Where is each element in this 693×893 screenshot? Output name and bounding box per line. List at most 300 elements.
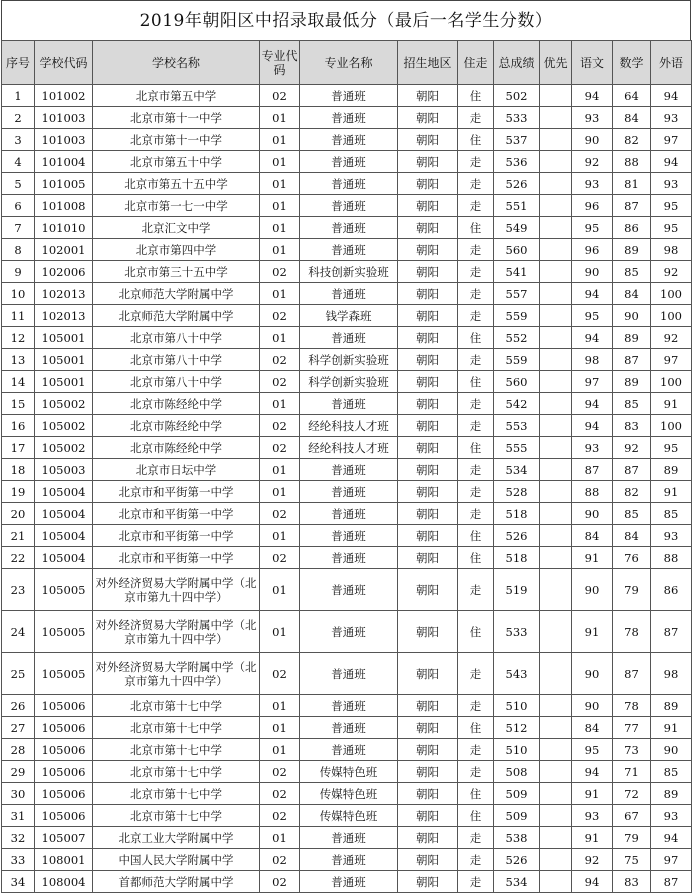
cell-total: 509 <box>494 805 540 827</box>
cell-chinese: 94 <box>572 761 613 783</box>
cell-major: 普通班 <box>300 481 398 503</box>
cell-chinese: 94 <box>572 415 613 437</box>
cell-region: 朝阳 <box>398 415 458 437</box>
cell-stay: 走 <box>458 827 494 849</box>
cell-stay: 走 <box>458 739 494 761</box>
cell-chinese: 92 <box>572 849 613 871</box>
cell-school: 北京市日坛中学 <box>93 459 260 481</box>
cell-school: 北京师范大学附属中学 <box>93 305 260 327</box>
cell-major-code: 02 <box>260 261 300 283</box>
cell-stay: 住 <box>458 783 494 805</box>
cell-major: 普通班 <box>300 283 398 305</box>
cell-major-code: 01 <box>260 695 300 717</box>
cell-priority <box>540 547 572 569</box>
cell-code: 105001 <box>35 371 93 393</box>
cell-total: 541 <box>494 261 540 283</box>
cell-code: 105004 <box>35 503 93 525</box>
cell-code: 105006 <box>35 739 93 761</box>
cell-english: 93 <box>651 173 692 195</box>
cell-total: 510 <box>494 739 540 761</box>
cell-seq: 24 <box>2 611 35 653</box>
cell-english: 93 <box>651 107 692 129</box>
cell-math: 82 <box>613 481 651 503</box>
cell-chinese: 91 <box>572 783 613 805</box>
cell-code: 105001 <box>35 327 93 349</box>
cell-priority <box>540 761 572 783</box>
cell-total: 526 <box>494 525 540 547</box>
table-row <box>2 239 692 261</box>
cell-major: 普通班 <box>300 717 398 739</box>
cell-major: 科学创新实验班 <box>300 371 398 393</box>
cell-major-code: 02 <box>260 85 300 107</box>
cell-code: 105002 <box>35 437 93 459</box>
cell-region: 朝阳 <box>398 239 458 261</box>
cell-chinese: 90 <box>572 695 613 717</box>
table-row <box>2 129 692 151</box>
cell-code: 105007 <box>35 827 93 849</box>
cell-code: 101010 <box>35 217 93 239</box>
cell-priority <box>540 129 572 151</box>
cell-major: 普通班 <box>300 739 398 761</box>
cell-stay: 走 <box>458 305 494 327</box>
table-row <box>2 547 692 569</box>
cell-total: 533 <box>494 611 540 653</box>
table-row <box>2 305 692 327</box>
cell-region: 朝阳 <box>398 129 458 151</box>
cell-school: 北京市第十七中学 <box>93 695 260 717</box>
cell-code: 105005 <box>35 569 93 611</box>
cell-english: 100 <box>651 283 692 305</box>
cell-major-code: 01 <box>260 107 300 129</box>
cell-region: 朝阳 <box>398 437 458 459</box>
cell-seq: 28 <box>2 739 35 761</box>
cell-major-code: 02 <box>260 653 300 695</box>
cell-total: 542 <box>494 393 540 415</box>
cell-total: 551 <box>494 195 540 217</box>
cell-math: 87 <box>613 653 651 695</box>
cell-school: 北京市和平街第一中学 <box>93 481 260 503</box>
cell-seq: 31 <box>2 805 35 827</box>
cell-school: 北京市和平街第一中学 <box>93 547 260 569</box>
cell-seq: 13 <box>2 349 35 371</box>
table-row <box>2 217 692 239</box>
cell-total: 526 <box>494 849 540 871</box>
cell-region: 朝阳 <box>398 739 458 761</box>
cell-region: 朝阳 <box>398 305 458 327</box>
cell-school: 北京市第三十五中学 <box>93 261 260 283</box>
cell-priority <box>540 827 572 849</box>
table-row <box>2 85 692 107</box>
cell-chinese: 91 <box>572 547 613 569</box>
cell-english: 92 <box>651 261 692 283</box>
cell-school: 北京市第十一中学 <box>93 129 260 151</box>
cell-english: 89 <box>651 459 692 481</box>
cell-chinese: 90 <box>572 129 613 151</box>
cell-chinese: 93 <box>572 173 613 195</box>
cell-math: 87 <box>613 459 651 481</box>
cell-priority <box>540 173 572 195</box>
cell-priority <box>540 327 572 349</box>
cell-stay: 走 <box>458 107 494 129</box>
cell-math: 86 <box>613 217 651 239</box>
cell-total: 518 <box>494 503 540 525</box>
cell-priority <box>540 695 572 717</box>
cell-seq: 12 <box>2 327 35 349</box>
cell-major-code: 02 <box>260 805 300 827</box>
cell-math: 72 <box>613 783 651 805</box>
cell-stay: 走 <box>458 503 494 525</box>
cell-code: 105004 <box>35 525 93 547</box>
cell-english: 85 <box>651 503 692 525</box>
cell-region: 朝阳 <box>398 503 458 525</box>
cell-region: 朝阳 <box>398 611 458 653</box>
cell-english: 95 <box>651 217 692 239</box>
cell-code: 102013 <box>35 283 93 305</box>
header-stay: 住走 <box>458 41 494 85</box>
cell-region: 朝阳 <box>398 871 458 893</box>
cell-math: 84 <box>613 107 651 129</box>
cell-total: 512 <box>494 717 540 739</box>
cell-school: 北京市第十七中学 <box>93 739 260 761</box>
cell-stay: 走 <box>458 871 494 893</box>
cell-chinese: 93 <box>572 107 613 129</box>
cell-math: 90 <box>613 305 651 327</box>
table-row <box>2 371 692 393</box>
cell-major-code: 02 <box>260 547 300 569</box>
header-priority: 优先 <box>540 41 572 85</box>
cell-english: 89 <box>651 783 692 805</box>
cell-stay: 住 <box>458 805 494 827</box>
cell-chinese: 91 <box>572 827 613 849</box>
cell-code: 105006 <box>35 761 93 783</box>
cell-major-code: 01 <box>260 239 300 261</box>
cell-seq: 21 <box>2 525 35 547</box>
cell-major: 普通班 <box>300 695 398 717</box>
cell-seq: 29 <box>2 761 35 783</box>
cell-priority <box>540 371 572 393</box>
table-row <box>2 503 692 525</box>
cell-priority <box>540 783 572 805</box>
cell-seq: 11 <box>2 305 35 327</box>
cell-major: 普通班 <box>300 871 398 893</box>
cell-chinese: 96 <box>572 239 613 261</box>
table-row <box>2 283 692 305</box>
header-row <box>2 41 692 85</box>
cell-major-code: 02 <box>260 871 300 893</box>
cell-region: 朝阳 <box>398 85 458 107</box>
cell-major: 普通班 <box>300 195 398 217</box>
cell-stay: 走 <box>458 349 494 371</box>
cell-region: 朝阳 <box>398 195 458 217</box>
table-row <box>2 739 692 761</box>
cell-school: 北京市第十七中学 <box>93 761 260 783</box>
cell-math: 88 <box>613 151 651 173</box>
cell-code: 105002 <box>35 393 93 415</box>
cell-major-code: 01 <box>260 739 300 761</box>
cell-english: 97 <box>651 129 692 151</box>
cell-seq: 1 <box>2 85 35 107</box>
cell-code: 108001 <box>35 849 93 871</box>
cell-priority <box>540 261 572 283</box>
cell-chinese: 90 <box>572 653 613 695</box>
cell-priority <box>540 107 572 129</box>
cell-school: 北京市第十七中学 <box>93 783 260 805</box>
cell-math: 71 <box>613 761 651 783</box>
cell-code: 105005 <box>35 611 93 653</box>
cell-total: 519 <box>494 569 540 611</box>
table-row <box>2 805 692 827</box>
header-english: 外语 <box>651 41 692 85</box>
cell-major-code: 02 <box>260 305 300 327</box>
cell-priority <box>540 503 572 525</box>
cell-school: 北京市第八十中学 <box>93 349 260 371</box>
cell-math: 85 <box>613 261 651 283</box>
cell-chinese: 95 <box>572 217 613 239</box>
cell-math: 89 <box>613 239 651 261</box>
cell-english: 85 <box>651 761 692 783</box>
table-row <box>2 173 692 195</box>
cell-seq: 18 <box>2 459 35 481</box>
cell-math: 87 <box>613 349 651 371</box>
cell-major: 普通班 <box>300 503 398 525</box>
cell-seq: 23 <box>2 569 35 611</box>
cell-seq: 8 <box>2 239 35 261</box>
cell-seq: 17 <box>2 437 35 459</box>
cell-chinese: 96 <box>572 195 613 217</box>
cell-seq: 14 <box>2 371 35 393</box>
cell-total: 555 <box>494 437 540 459</box>
table-title: 2019年朝阳区中招录取最低分（最后一名学生分数） <box>1 0 691 40</box>
cell-school: 北京市第八十中学 <box>93 371 260 393</box>
cell-total: 559 <box>494 349 540 371</box>
cell-region: 朝阳 <box>398 653 458 695</box>
cell-code: 108004 <box>35 871 93 893</box>
cell-major-code: 01 <box>260 217 300 239</box>
cell-school: 北京市陈经纶中学 <box>93 437 260 459</box>
cell-math: 85 <box>613 503 651 525</box>
cell-english: 95 <box>651 437 692 459</box>
cell-region: 朝阳 <box>398 459 458 481</box>
cell-total: 518 <box>494 547 540 569</box>
cell-major: 普通班 <box>300 85 398 107</box>
cell-priority <box>540 239 572 261</box>
cell-stay: 走 <box>458 569 494 611</box>
cell-major: 普通班 <box>300 327 398 349</box>
cell-major: 传媒特色班 <box>300 783 398 805</box>
cell-code: 105003 <box>35 459 93 481</box>
cell-region: 朝阳 <box>398 349 458 371</box>
cell-school: 北京市陈经纶中学 <box>93 393 260 415</box>
cell-school: 首都师范大学附属中学 <box>93 871 260 893</box>
cell-code: 102001 <box>35 239 93 261</box>
cell-region: 朝阳 <box>398 827 458 849</box>
cell-code: 105006 <box>35 695 93 717</box>
cell-total: 534 <box>494 871 540 893</box>
cell-chinese: 94 <box>572 85 613 107</box>
table-row <box>2 783 692 805</box>
table-row <box>2 717 692 739</box>
cell-total: 508 <box>494 761 540 783</box>
header-total: 总成绩 <box>494 41 540 85</box>
cell-region: 朝阳 <box>398 547 458 569</box>
cell-major: 传媒特色班 <box>300 805 398 827</box>
cell-math: 76 <box>613 547 651 569</box>
table-row <box>2 195 692 217</box>
cell-math: 82 <box>613 129 651 151</box>
cell-chinese: 94 <box>572 283 613 305</box>
cell-major-code: 01 <box>260 393 300 415</box>
cell-chinese: 87 <box>572 459 613 481</box>
cell-stay: 住 <box>458 217 494 239</box>
cell-chinese: 97 <box>572 371 613 393</box>
cell-major-code: 02 <box>260 371 300 393</box>
cell-stay: 走 <box>458 151 494 173</box>
table-row <box>2 827 692 849</box>
cell-major-code: 02 <box>260 503 300 525</box>
table-row <box>2 695 692 717</box>
cell-total: 526 <box>494 173 540 195</box>
cell-math: 81 <box>613 173 651 195</box>
cell-stay: 走 <box>458 695 494 717</box>
cell-school: 北京市第五十五中学 <box>93 173 260 195</box>
cell-major-code: 02 <box>260 349 300 371</box>
cell-chinese: 95 <box>572 305 613 327</box>
cell-school: 北京市和平街第一中学 <box>93 525 260 547</box>
cell-major-code: 01 <box>260 195 300 217</box>
cell-chinese: 88 <box>572 481 613 503</box>
cell-region: 朝阳 <box>398 481 458 503</box>
cell-region: 朝阳 <box>398 805 458 827</box>
cell-code: 102013 <box>35 305 93 327</box>
cell-math: 64 <box>613 85 651 107</box>
table-row <box>2 349 692 371</box>
cell-major: 钱学森班 <box>300 305 398 327</box>
cell-priority <box>540 849 572 871</box>
cell-major-code: 02 <box>260 761 300 783</box>
cell-english: 92 <box>651 327 692 349</box>
cell-school: 北京市陈经纶中学 <box>93 415 260 437</box>
cell-math: 75 <box>613 849 651 871</box>
cell-region: 朝阳 <box>398 717 458 739</box>
cell-major: 普通班 <box>300 547 398 569</box>
cell-school: 北京市第四中学 <box>93 239 260 261</box>
cell-chinese: 94 <box>572 871 613 893</box>
cell-math: 89 <box>613 371 651 393</box>
cell-region: 朝阳 <box>398 695 458 717</box>
cell-school: 北京市第五十中学 <box>93 151 260 173</box>
cell-region: 朝阳 <box>398 261 458 283</box>
cell-math: 84 <box>613 283 651 305</box>
cell-major: 普通班 <box>300 849 398 871</box>
cell-chinese: 91 <box>572 611 613 653</box>
cell-major: 普通班 <box>300 827 398 849</box>
cell-stay: 住 <box>458 85 494 107</box>
cell-english: 93 <box>651 525 692 547</box>
cell-stay: 走 <box>458 195 494 217</box>
cell-major-code: 02 <box>260 849 300 871</box>
cell-code: 105006 <box>35 717 93 739</box>
cell-total: 510 <box>494 695 540 717</box>
cell-major: 普通班 <box>300 129 398 151</box>
cell-region: 朝阳 <box>398 849 458 871</box>
cell-priority <box>540 393 572 415</box>
cell-major: 传媒特色班 <box>300 761 398 783</box>
cell-region: 朝阳 <box>398 217 458 239</box>
cell-major-code: 01 <box>260 611 300 653</box>
cell-stay: 住 <box>458 611 494 653</box>
cell-major: 经纶科技人才班 <box>300 437 398 459</box>
cell-chinese: 93 <box>572 437 613 459</box>
cell-major-code: 01 <box>260 525 300 547</box>
cell-region: 朝阳 <box>398 151 458 173</box>
cell-english: 95 <box>651 195 692 217</box>
cell-priority <box>540 195 572 217</box>
cell-priority <box>540 305 572 327</box>
header-major-code: 专业代码 <box>260 41 300 85</box>
cell-code: 101005 <box>35 173 93 195</box>
header-seq: 序号 <box>2 41 35 85</box>
table-row <box>2 569 692 611</box>
cell-total: 538 <box>494 827 540 849</box>
table-row <box>2 415 692 437</box>
cell-region: 朝阳 <box>398 107 458 129</box>
cell-stay: 住 <box>458 129 494 151</box>
cell-major-code: 01 <box>260 481 300 503</box>
cell-major: 科技创新实验班 <box>300 261 398 283</box>
cell-code: 101003 <box>35 107 93 129</box>
cell-major-code: 02 <box>260 415 300 437</box>
cell-english: 100 <box>651 305 692 327</box>
cell-math: 79 <box>613 569 651 611</box>
cell-english: 100 <box>651 415 692 437</box>
cell-math: 85 <box>613 393 651 415</box>
cell-school: 北京市第八十中学 <box>93 327 260 349</box>
cell-region: 朝阳 <box>398 393 458 415</box>
cell-school: 北京市第一七一中学 <box>93 195 260 217</box>
cell-priority <box>540 415 572 437</box>
cell-chinese: 84 <box>572 717 613 739</box>
cell-school: 北京市第五中学 <box>93 85 260 107</box>
cell-major: 普通班 <box>300 107 398 129</box>
cell-stay: 住 <box>458 547 494 569</box>
cell-region: 朝阳 <box>398 327 458 349</box>
cell-priority <box>540 151 572 173</box>
cell-seq: 9 <box>2 261 35 283</box>
cell-major-code: 02 <box>260 783 300 805</box>
cell-math: 83 <box>613 415 651 437</box>
cell-school: 北京工业大学附属中学 <box>93 827 260 849</box>
cell-code: 105006 <box>35 805 93 827</box>
cell-school: 北京市和平街第一中学 <box>93 503 260 525</box>
cell-school: 北京市第十七中学 <box>93 805 260 827</box>
cell-stay: 走 <box>458 239 494 261</box>
table-row <box>2 437 692 459</box>
cell-math: 89 <box>613 327 651 349</box>
cell-chinese: 84 <box>572 525 613 547</box>
cell-seq: 16 <box>2 415 35 437</box>
cell-chinese: 94 <box>572 327 613 349</box>
cell-total: 534 <box>494 459 540 481</box>
table-row <box>2 481 692 503</box>
cell-seq: 19 <box>2 481 35 503</box>
cell-total: 502 <box>494 85 540 107</box>
cell-english: 91 <box>651 393 692 415</box>
cell-region: 朝阳 <box>398 525 458 547</box>
cell-english: 87 <box>651 871 692 893</box>
cell-math: 77 <box>613 717 651 739</box>
cell-seq: 34 <box>2 871 35 893</box>
cell-priority <box>540 349 572 371</box>
